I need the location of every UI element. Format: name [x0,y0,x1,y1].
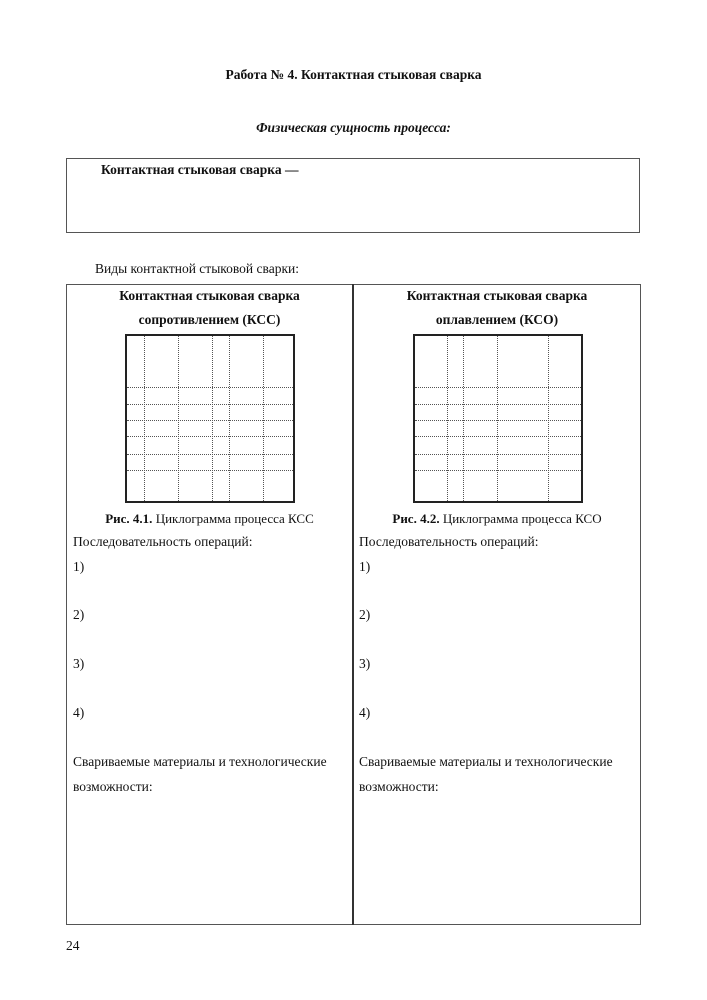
figure-caption-kss [66,511,353,527]
step-3-kss: 3) [73,656,85,671]
step-2-kso: 2) [359,607,371,622]
definition-label: Контактная стыковая сварка — [101,162,299,177]
column-heading-kso [353,284,641,332]
step-2-kss: 2) [73,607,85,622]
step-1-kso: 1) [359,559,371,574]
sequence-label-kso: Последовательность операций: [359,534,539,549]
column-heading-kss [66,284,353,332]
heading-line-1: Контактная стыковая сварка [406,288,588,303]
heading-line-2: сопротивлением (КСС) [138,312,281,327]
page-number: 24 [66,938,80,953]
sequence-label-kss: Последовательность операций: [73,534,253,549]
materials-label-kss-line2: возможности: [73,779,153,794]
heading-line-1: Контактная стыковая сварка [119,288,300,303]
column-divider [352,284,354,925]
figure-number: Рис. 4.1. [105,511,153,526]
materials-label-kss-line1: Свариваемые материалы и технологические [73,754,327,769]
types-label: Виды контактной стыковой сварки: [95,261,299,276]
figure-caption-kso [353,511,641,527]
step-1-kss: 1) [73,559,85,574]
step-4-kss: 4) [73,705,85,720]
section-subtitle: Физическая сущность процесса: [256,120,451,135]
figure-caption-text: Циклограмма процесса КСС [152,511,314,526]
figure-caption-text: Циклограмма процесса КСО [439,511,602,526]
heading-line-2: оплавлением (КСО) [435,312,559,327]
materials-label-kso-line2: возможности: [359,779,439,794]
step-3-kso: 3) [359,656,371,671]
definition-answer-box[interactable] [66,158,640,233]
figure-number: Рис. 4.2. [392,511,440,526]
materials-label-kso-line1: Свариваемые материалы и технологические [359,754,613,769]
cyclogram-grid-kss[interactable] [125,334,295,503]
step-4-kso: 4) [359,705,371,720]
page-title: Работа № 4. Контактная стыковая сварка [225,67,482,82]
cyclogram-grid-kso[interactable] [413,334,583,503]
